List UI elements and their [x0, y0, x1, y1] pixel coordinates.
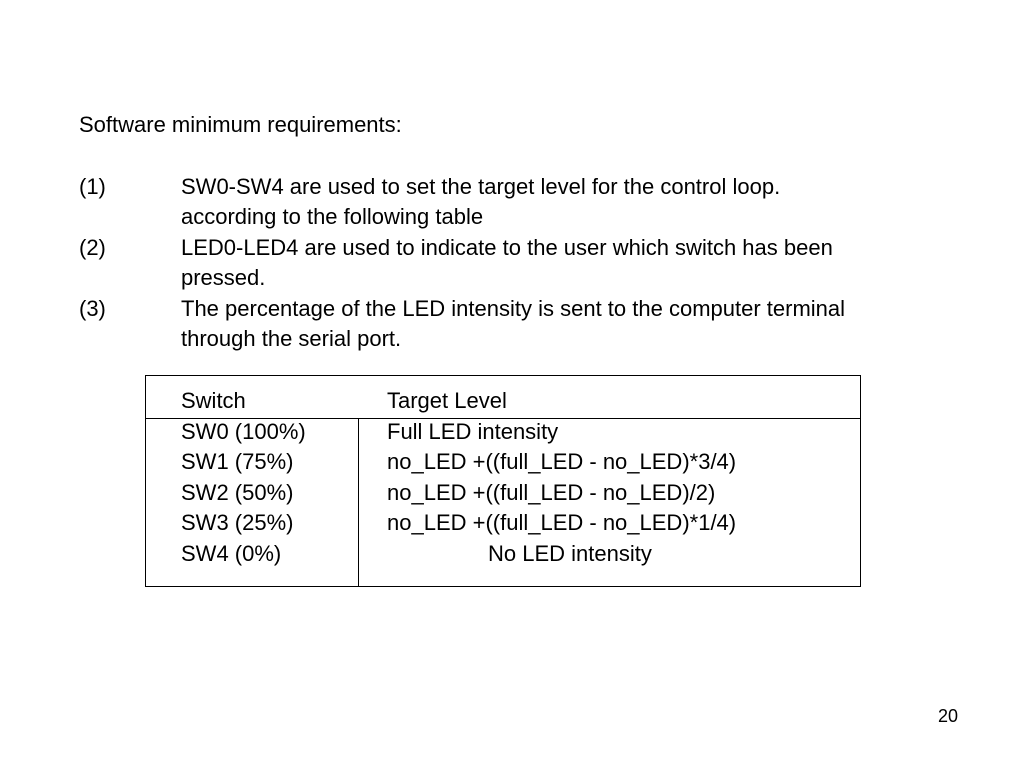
requirement-text	[181, 294, 845, 354]
requirement-number: (3)	[79, 296, 106, 321]
requirement-line: according to the following table	[181, 204, 484, 229]
requirement-line: through the serial port.	[181, 326, 402, 351]
table-header-switch: Switch	[181, 388, 246, 413]
table-cell-switch: SW4 (0%)	[181, 541, 282, 566]
table-header-target-level: Target Level	[387, 388, 507, 413]
table-cell-switch: SW0 (100%)	[181, 419, 306, 444]
table-cell-target-level: Full LED intensity	[387, 419, 559, 444]
requirement-text	[181, 233, 833, 293]
table-cell-target-level: no_LED +((full_LED - no_LED)*3/4)	[387, 449, 737, 474]
table-cell-target-level: No LED intensity	[488, 541, 652, 566]
requirement-line: The percentage of the LED intensity is sent to the computer terminal	[181, 296, 846, 321]
requirement-number: (1)	[79, 174, 106, 199]
table-cell-switch: SW1 (75%)	[181, 449, 294, 474]
requirement-line: LED0-LED4 are used to indicate to the user which switch has been	[181, 235, 833, 260]
requirement-number: (2)	[79, 235, 106, 260]
table-column-divider	[358, 418, 359, 587]
table-cell-switch: SW2 (50%)	[181, 480, 294, 505]
table-cell-target-level: no_LED +((full_LED - no_LED)/2)	[387, 480, 716, 505]
table-cell-target-level: no_LED +((full_LED - no_LED)*1/4)	[387, 510, 737, 535]
requirement-line: SW0-SW4 are used to set the target level for the control loop.	[181, 174, 781, 199]
page-number: 20	[938, 706, 959, 726]
requirement-line: pressed.	[181, 265, 266, 290]
slide-heading: Software minimum requirements:	[79, 112, 402, 137]
table-cell-switch: SW3 (25%)	[181, 510, 294, 535]
target-level-table	[145, 375, 861, 587]
requirement-text	[181, 172, 780, 232]
